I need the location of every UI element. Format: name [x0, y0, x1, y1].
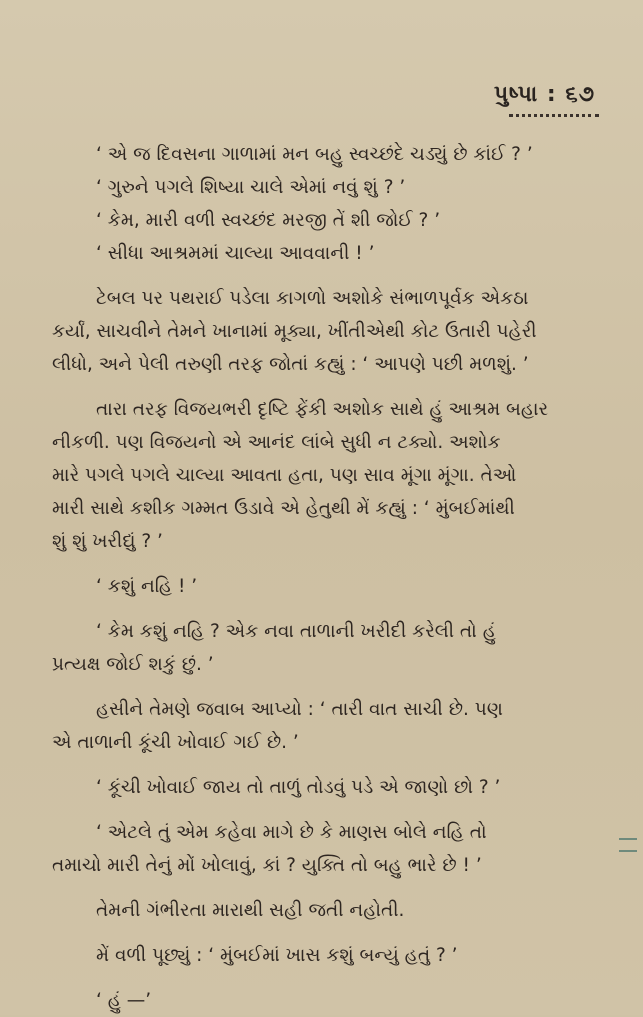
text-line: હસીને તેમણે જવાબ આપ્યો : ‘ તારી વાત સાચી છે. પણ — [96, 699, 503, 720]
text-line: પ્રત્યક્ષ જોઈ શકું છું. ’ — [52, 654, 214, 675]
text-line: નીકળી. પણ વિજયનો એ આનંદ લાંબે સુધી ન ટક્યો. અશોક — [52, 432, 501, 453]
text-line: તેમની ગંભીરતા મારાથી સહી જતી નહોતી. — [96, 900, 405, 921]
text-line: કર્યાં, સાચવીને તેમને ખાનામાં મૂક્યા, ખીંતીએથી કોટ ઉતારી પહેરી — [52, 321, 537, 342]
text-line: લીધો, અને પેલી તરુણી તરફ જોતાં કહ્યું : ‘ આપણે પછી મળશું. ’ — [52, 354, 529, 375]
text-line: ‘ એ જ દિવસના ગાળામાં મન બહુ સ્વચ્છંદે ચડ્યું છે કાંઈ ? ’ — [96, 144, 533, 165]
running-head: પુષ્પા : ૬૭ — [493, 82, 595, 107]
text-line: ‘ સીધા આશ્રમમાં ચાલ્યા આવવાની ! ’ — [96, 243, 375, 264]
text-line: ટેબલ પર પથરાઈ પડેલા કાગળો અશોકે સંભાળપૂર્વક એકઠા — [96, 288, 529, 309]
text-line: મારી સાથે કશીક ગમ્મત ઉડાવે એ હેતુથી મેં કહ્યું : ‘ મુંબઈમાંથી — [52, 498, 515, 519]
running-head-dotted-rule — [509, 114, 599, 117]
text-line: તમાચો મારી તેનું મોં ખોલાવું, કાં ? યુક્તિ તો બહુ ભારે છે ! ’ — [52, 855, 482, 876]
text-line: ‘ કેમ, મારી વળી સ્વચ્છંદ મરજી તેં શી જોઈ ? ’ — [96, 210, 441, 231]
text-line: મારે પગલે પગલે ચાલ્યા આવતા હતા, પણ સાવ મૂંગા મૂંગા. તેઓ — [52, 465, 517, 486]
page-body-text — [52, 138, 612, 1017]
text-line: ‘ કશું નહિ ! ’ — [96, 576, 198, 597]
text-line: ‘ કૂંચી ખોવાઈ જાય તો તાળું તોડવું પડે એ જાણો છો ? ’ — [96, 777, 501, 798]
text-line: ‘ એટલે તું એમ કહેવા માગે છે કે માણસ બોલે નહિ તો — [96, 822, 487, 843]
margin-mark — [619, 838, 637, 852]
text-line: ‘ ગુરુને પગલે શિષ્યા ચાલે એમાં નવું શું ? ’ — [96, 177, 406, 198]
text-line: ‘ કેમ કશું નહિ ? એક નવા તાળાની ખરીદી કરેલી તો હું — [96, 621, 496, 642]
text-line: તારા તરફ વિજયભરી દૃષ્ટિ ફેંકી અશોક સાથે હું આશ્રમ બહાર — [96, 399, 549, 420]
text-line: મેં વળી પૂછ્યું : ‘ મુંબઈમાં ખાસ કશું બન્યું હતું ? ’ — [96, 945, 458, 966]
text-line: ‘ હું —’ — [96, 990, 152, 1011]
text-line: શું શું ખરીદ્યું ? ’ — [52, 531, 163, 552]
text-line: એ તાળાની કૂંચી ખોવાઈ ગઈ છે. ’ — [52, 732, 299, 753]
